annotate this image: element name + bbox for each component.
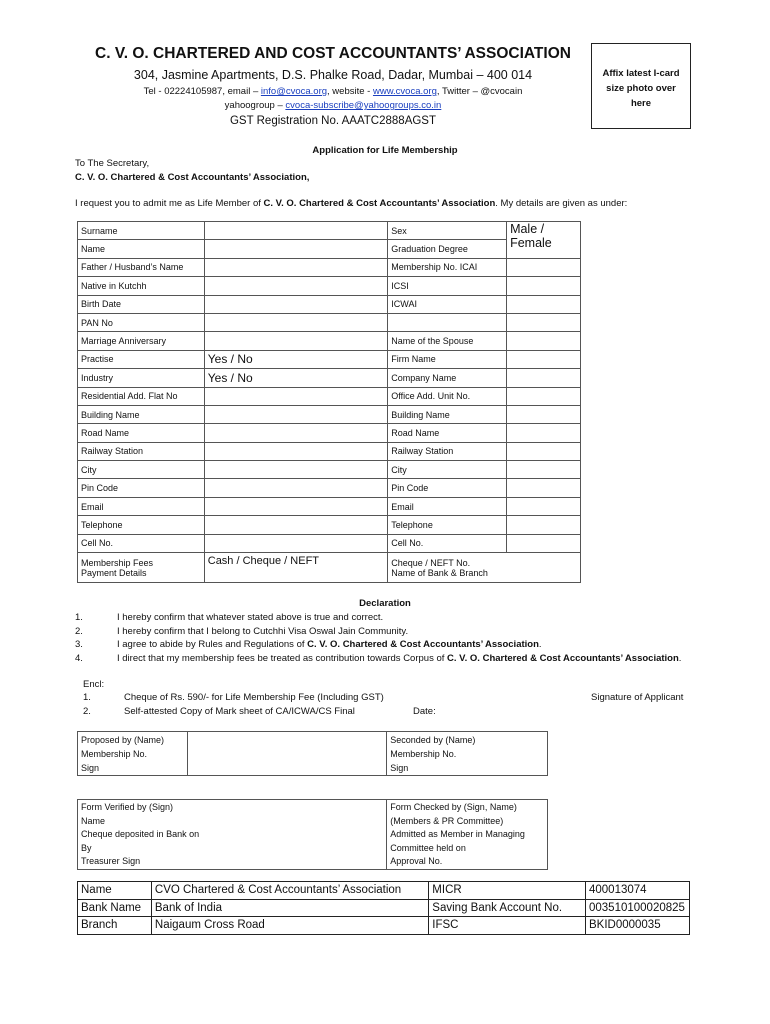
field-label: PAN No: [78, 313, 205, 331]
bank-value: CVO Chartered & Cost Accountants’ Association: [151, 882, 428, 900]
form-row: [78, 516, 581, 534]
field-label: Pin Code: [78, 479, 205, 497]
form-row: [78, 405, 581, 423]
bank-label: Name: [78, 882, 152, 900]
verification-left[interactable]: [78, 800, 387, 870]
field-label: Telephone: [78, 516, 205, 534]
declaration-number: 4.: [75, 652, 83, 664]
field-label-right: Building Name: [388, 405, 507, 423]
request-text: [75, 198, 627, 209]
field-value[interactable]: [204, 424, 388, 442]
field-label-right: Telephone: [388, 516, 507, 534]
request-pre: I request you to admit me as Life Member of: [75, 198, 264, 209]
form-row: [78, 534, 581, 552]
bank-label-right: IFSC: [429, 917, 586, 935]
field-label: Surname: [78, 222, 205, 240]
field-value[interactable]: [204, 442, 388, 460]
application-title: Application for Life Membership: [312, 145, 458, 156]
cheque-label-1: Cheque / NEFT No.: [391, 557, 471, 568]
declaration-number: 1.: [75, 612, 83, 623]
field-label: Father / Husband’s Name: [78, 258, 205, 276]
field-label-right: Email: [388, 497, 507, 515]
request-bold: C. V. O. Chartered & Cost Accountants’ Association: [263, 198, 496, 209]
field-label: Practise: [78, 350, 205, 368]
bank-details-table: [77, 881, 690, 935]
declaration-text-bold: C. V. O. Chartered & Cost Accountants’ Association: [447, 652, 679, 664]
encl-text: Self-attested Copy of Mark sheet of CA/ICWA/CS Final: [124, 706, 355, 717]
contact-info: [0, 85, 666, 113]
field-label-right: Company Name: [388, 369, 507, 387]
form-row: [78, 277, 581, 295]
proposed-sign-label: Sign: [81, 763, 100, 773]
bank-label: Bank Name: [78, 899, 152, 917]
field-label: Email: [78, 497, 205, 515]
field-label-right: Cell No.: [388, 534, 507, 552]
proposed-by-label: Proposed by (Name): [81, 735, 165, 745]
addressee-line-1: To The Secretary,: [75, 158, 150, 169]
field-value[interactable]: [204, 332, 388, 350]
field-label-right: [388, 313, 507, 331]
field-value[interactable]: [204, 313, 388, 331]
proposed-value[interactable]: [187, 732, 386, 776]
field-label: Industry: [78, 369, 205, 387]
bank-value-right: 003510100020825: [585, 899, 689, 917]
declaration-text-post: .: [678, 652, 682, 664]
declaration-text-pre: I agree to abide by Rules and Regulations of: [117, 639, 308, 650]
field-label-right: City: [388, 461, 507, 479]
verification-right-line: Committee held on: [390, 842, 466, 853]
gst-number: GST Registration No. AAATC2888AGST: [229, 115, 437, 127]
bank-row: [78, 882, 690, 900]
field-label-right: Pin Code: [388, 479, 507, 497]
seconded-by-label: Seconded by (Name): [390, 735, 476, 745]
field-value[interactable]: [204, 295, 388, 313]
declaration-text: [117, 626, 408, 637]
field-label-right: Railway Station: [388, 442, 507, 460]
field-value[interactable]: [204, 405, 388, 423]
proposed-labels: [78, 732, 188, 776]
field-value[interactable]: Yes / No: [204, 369, 388, 387]
verification-right[interactable]: [387, 800, 548, 870]
request-post: . My details are given as under:: [495, 198, 628, 209]
fees-label-2: Payment Details: [81, 567, 147, 578]
field-label-right: Sex: [388, 222, 507, 240]
form-row: [78, 258, 581, 276]
field-value[interactable]: [204, 258, 388, 276]
verification-right-line: Form Checked by (Sign, Name): [390, 802, 517, 812]
form-row: [78, 461, 581, 479]
bank-row: [78, 917, 690, 935]
photo-box: [591, 43, 691, 129]
encl-text: Cheque of Rs. 590/- for Life Membership Fee (Including GST): [124, 692, 384, 703]
declaration-text-pre: I direct that my membership fees be treated as contribution towards Corpus of: [117, 652, 448, 664]
field-label: Building Name: [78, 405, 205, 423]
proposed-table: [77, 731, 548, 776]
declaration-text-post: .: [538, 639, 542, 650]
field-value[interactable]: [204, 387, 388, 405]
seconded-membership-label: Membership No.: [390, 749, 457, 759]
field-value[interactable]: [204, 534, 388, 552]
field-value-right[interactable]: [507, 277, 581, 295]
fees-label-1: Membership Fees: [81, 557, 154, 568]
member-details-table: [77, 221, 581, 583]
declaration-list: [75, 612, 735, 668]
bank-value: Bank of India: [151, 899, 428, 917]
twitter-text: , Twitter – @cvocain: [436, 86, 523, 97]
verification-left-line: Treasurer Sign: [81, 856, 141, 866]
form-row: [78, 295, 581, 313]
photo-line-3: here: [630, 98, 652, 109]
encl-label: Encl:: [83, 679, 105, 690]
field-label-right: Graduation Degree: [388, 240, 507, 258]
website-prefix: , website -: [327, 86, 373, 97]
yahoo-link[interactable]: cvoca-subscribe@yahoogroups.co.in: [285, 100, 442, 111]
declaration-title: Declaration: [359, 598, 411, 609]
declaration-text: [117, 653, 681, 664]
encl-number: 1.: [83, 692, 91, 703]
field-value-right[interactable]: [507, 332, 581, 350]
website-link[interactable]: www.cvoca.org: [372, 86, 437, 97]
field-label: Name: [78, 240, 205, 258]
field-label-right: Office Add. Unit No.: [388, 387, 507, 405]
form-row: [78, 497, 581, 515]
fees-label: [78, 553, 205, 583]
field-label-right: ICWAI: [388, 295, 507, 313]
field-value-right[interactable]: [507, 350, 581, 368]
field-value-right[interactable]: [507, 369, 581, 387]
field-value[interactable]: [204, 516, 388, 534]
bank-label: Branch: [78, 917, 152, 935]
field-value-right[interactable]: [507, 461, 581, 479]
verification-left-line: By: [81, 842, 92, 853]
declaration-text-bold: C. V. O. Chartered & Cost Accountants’ Association: [307, 639, 539, 650]
photo-line-2: size photo over: [606, 83, 676, 94]
field-value-right[interactable]: [507, 442, 581, 460]
verification-left-line: Form Verified by (Sign): [81, 802, 174, 812]
field-label: Cell No.: [78, 534, 205, 552]
field-label: Road Name: [78, 424, 205, 442]
declaration-text-pre: I hereby confirm that whatever stated above is true and correct.: [117, 612, 384, 623]
form-row: [78, 387, 581, 405]
addressee-line-2: C. V. O. Chartered & Cost Accountants’ Association,: [75, 172, 310, 183]
field-label: City: [78, 461, 205, 479]
form-row: [78, 350, 581, 368]
bank-row: [78, 899, 690, 917]
verification-left-line: Name: [81, 815, 106, 826]
field-value-right[interactable]: [507, 424, 581, 442]
field-value[interactable]: [204, 497, 388, 515]
verification-right-line: Admitted as Member in Managing: [390, 829, 525, 839]
field-value-right[interactable]: [507, 405, 581, 423]
field-label-right: Name of the Spouse: [388, 332, 507, 350]
verification-table: [77, 799, 548, 870]
verification-right-line: (Members & PR Committee): [390, 815, 504, 826]
field-value[interactable]: [204, 461, 388, 479]
tel-text: Tel - 02224105987, email –: [143, 86, 261, 97]
field-value[interactable]: [204, 222, 388, 240]
field-value-right[interactable]: [507, 497, 581, 515]
verification-left-line: Cheque deposited in Bank on: [81, 829, 200, 839]
fees-value[interactable]: Cash / Cheque / NEFT: [204, 553, 388, 583]
field-value[interactable]: [204, 240, 388, 258]
field-label-right: Membership No. ICAI: [388, 258, 507, 276]
field-value-right[interactable]: Male / Female: [507, 222, 581, 259]
form-row: [78, 240, 581, 258]
bank-label-right: Saving Bank Account No.: [429, 899, 586, 917]
field-value[interactable]: [204, 277, 388, 295]
form-row: [78, 332, 581, 350]
seconded-labels[interactable]: [387, 732, 548, 776]
bank-value-right: 400013074: [585, 882, 689, 900]
bank-label-right: MICR: [429, 882, 586, 900]
cheque-label-2: Name of Bank & Branch: [391, 567, 488, 578]
field-label: Native in Kutchh: [78, 277, 205, 295]
field-value-right[interactable]: [507, 387, 581, 405]
declaration-text-pre: I hereby confirm that I belong to Cutchhi Visa Oswal Jain Community.: [117, 625, 409, 637]
encl-list: [83, 692, 503, 722]
field-value-right[interactable]: [507, 295, 581, 313]
field-label-right: Firm Name: [388, 350, 507, 368]
field-value-right[interactable]: [507, 516, 581, 534]
declaration-number: 3.: [75, 639, 83, 650]
form-row: [78, 313, 581, 331]
proposed-membership-label: Membership No.: [81, 749, 148, 759]
declaration-number: 2.: [75, 625, 83, 637]
declaration-text: [117, 612, 383, 623]
field-label: Marriage Anniversary: [78, 332, 205, 350]
form-row: [78, 369, 581, 387]
form-row: [78, 479, 581, 497]
field-value[interactable]: Yes / No: [204, 350, 388, 368]
signature-of-applicant: Signature of Applicant: [591, 692, 684, 703]
date-label: Date:: [413, 706, 436, 717]
field-value[interactable]: [204, 479, 388, 497]
field-value-right[interactable]: [507, 479, 581, 497]
seconded-sign-label: Sign: [390, 763, 409, 773]
field-value-right[interactable]: [507, 313, 581, 331]
declaration-text: [117, 639, 542, 650]
field-label: Residential Add. Flat No: [78, 387, 205, 405]
field-value-right[interactable]: [507, 258, 581, 276]
photo-line-1: Affix latest I-card: [602, 68, 680, 79]
form-row: [78, 222, 581, 240]
field-label: Birth Date: [78, 295, 205, 313]
form-row: [78, 442, 581, 460]
bank-value-right: BKID0000035: [585, 917, 689, 935]
association-address: 304, Jasmine Apartments, D.S. Phalke Road, Dadar, Mumbai – 400 014: [133, 68, 533, 82]
verification-right-line: Approval No.: [390, 856, 443, 866]
field-label-right: Road Name: [388, 424, 507, 442]
fees-row: [78, 553, 581, 583]
field-label-right: ICSI: [388, 277, 507, 295]
bank-value: Naigaum Cross Road: [151, 917, 428, 935]
association-title: C. V. O. CHARTERED AND COST ACCOUNTANTS’ ASSOCIATION: [95, 45, 571, 62]
email-link[interactable]: info@cvoca.org: [260, 86, 328, 97]
yahoo-prefix: yahoogroup –: [224, 100, 286, 111]
field-label: Railway Station: [78, 442, 205, 460]
encl-number: 2.: [83, 706, 91, 717]
cheque-details[interactable]: [388, 553, 581, 583]
field-value-right[interactable]: [507, 534, 581, 552]
form-row: [78, 424, 581, 442]
